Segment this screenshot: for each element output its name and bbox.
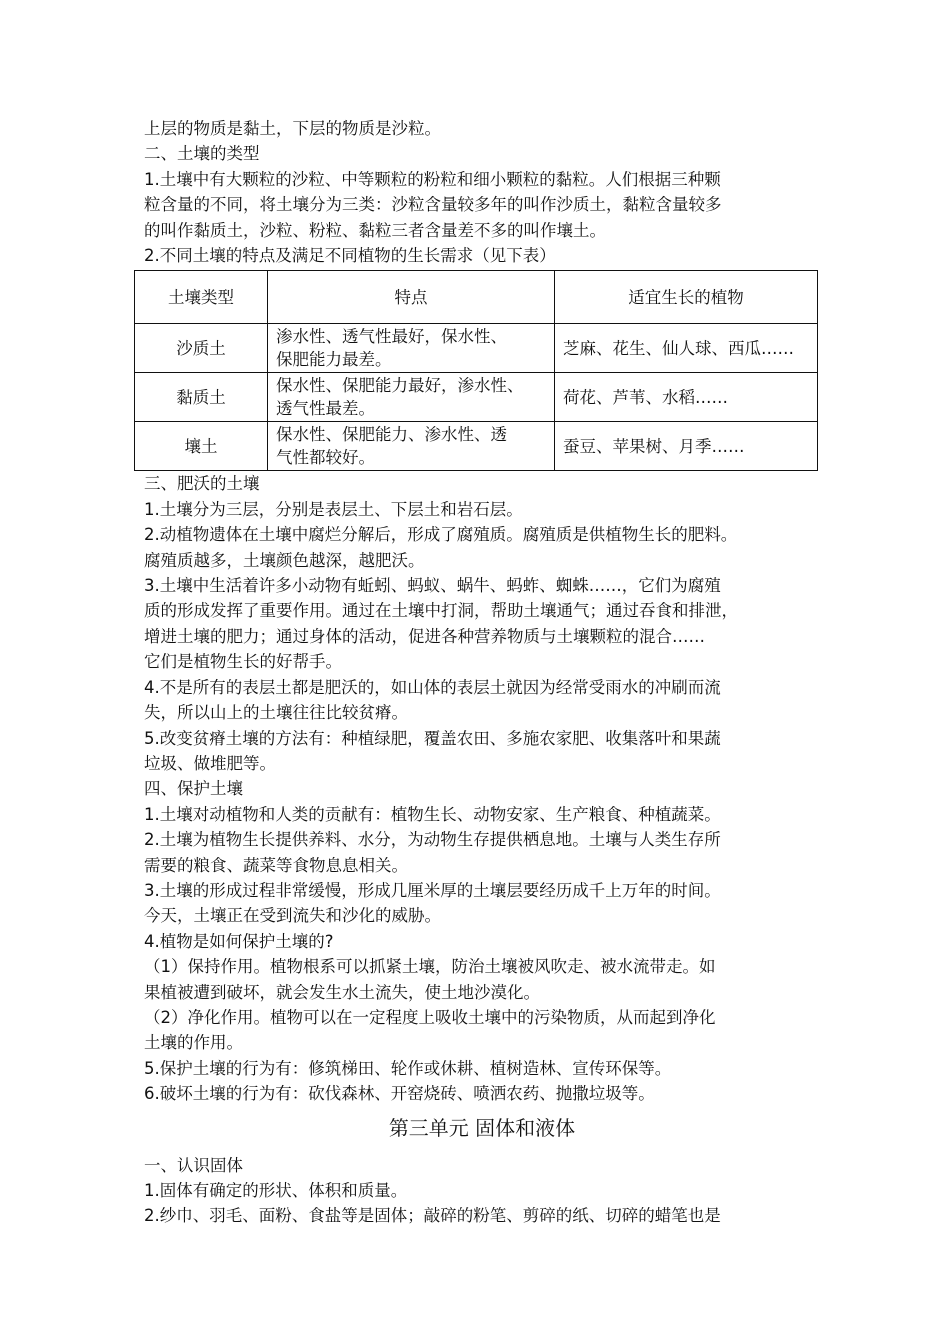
table-row bbox=[135, 324, 818, 373]
text-line: 6.破坏土壤的行为有：砍伐森林、开窑烧砖、喷洒农药、抛撒垃圾等。 bbox=[144, 1084, 655, 1104]
cell-plants: 蚕豆、苹果树、月季…… bbox=[555, 422, 818, 471]
cell-soil-type: 壤土 bbox=[135, 422, 268, 471]
section-heading-soil-types: 二、土壤的类型 bbox=[144, 144, 260, 164]
text-line: 质的形成发挥了重要作用。通过在土壤中打洞，帮助土壤通气；通过吞食和排泄， bbox=[144, 601, 738, 621]
cell-features bbox=[268, 324, 555, 373]
text-line: 1.土壤对动植物和人类的贡献有：植物生长、动物安家、生产粮食、种植蔬菜。 bbox=[144, 804, 721, 824]
text-line: 1.固体有确定的形状、体积和质量。 bbox=[144, 1181, 408, 1200]
section-heading-protect-soil: 四、保护土壤 bbox=[144, 779, 243, 799]
feature-line: 保水性、保肥能力最好，渗水性、 bbox=[276, 376, 524, 396]
text-line: 2.不同土壤的特点及满足不同植物的生长需求（见下表） bbox=[144, 246, 556, 266]
text-line: 土壤的作用。 bbox=[144, 1033, 243, 1053]
intro-section bbox=[144, 116, 820, 268]
table-row bbox=[135, 422, 818, 471]
table-header-row bbox=[135, 271, 818, 324]
text-line: 3.土壤中生活着许多小动物有蚯蚓、蚂蚁、蜗牛、蚂蚱、蜘蛛……，它们为腐殖 bbox=[144, 576, 721, 596]
feature-line: 保水性、保肥能力、渗水性、透 bbox=[276, 425, 507, 445]
header-plants: 适宜生长的植物 bbox=[555, 271, 818, 324]
text-line: 5.改变贫瘠土壤的方法有：种植绿肥，覆盖农田、多施农家肥、收集落叶和果蔬 bbox=[144, 728, 721, 748]
text-line: 它们是植物生长的好帮手。 bbox=[144, 652, 342, 672]
feature-line: 气性都较好。 bbox=[276, 448, 375, 468]
text-line: 今天，土壤正在受到流失和沙化的威胁。 bbox=[144, 906, 441, 926]
text-line: 4.不是所有的表层土都是肥沃的，如山体的表层土就因为经常受雨水的冲刷而流 bbox=[144, 677, 721, 697]
feature-line: 渗水性、透气性最好，保水性、 bbox=[276, 327, 507, 347]
text-line: 果植被遭到破坏，就会发生水土流失，使土地沙漠化。 bbox=[144, 982, 540, 1002]
text-line: （1）保持作用。植物根系可以抓紧土壤，防治土壤被风吹走、被水流带走。如 bbox=[144, 957, 716, 977]
solids-section bbox=[144, 1153, 820, 1229]
unit-title: 第三单元 固体和液体 bbox=[388, 1115, 576, 1140]
feature-line: 透气性最差。 bbox=[276, 399, 375, 419]
header-features: 特点 bbox=[268, 271, 555, 324]
section-heading-solids: 一、认识固体 bbox=[144, 1155, 243, 1175]
text-line: 2.动植物遗体在土壤中腐烂分解后，形成了腐殖质。腐殖质是供植物生长的肥料。 bbox=[144, 525, 738, 545]
text-line: 腐殖质越多，土壤颜色越深，越肥沃。 bbox=[144, 550, 425, 570]
text-line: 需要的粮食、蔬菜等食物息息相关。 bbox=[144, 855, 408, 875]
text-line: 3.土壤的形成过程非常缓慢，形成几厘米厚的土壤层要经历成千上万年的时间。 bbox=[144, 880, 721, 900]
text-line: 2.土壤为植物生长提供养料、水分，为动物生存提供栖息地。土壤与人类生存所 bbox=[144, 830, 721, 850]
section-heading-fertile-soil: 三、肥沃的土壤 bbox=[144, 474, 260, 494]
header-soil-type: 土壤类型 bbox=[135, 271, 268, 324]
text-line: 的叫作黏质土，沙粒、粉粒、黏粒三者含量差不多的叫作壤土。 bbox=[144, 220, 606, 240]
text-line: 2.纱巾、羽毛、面粉、食盐等是固体；敲碎的粉笔、剪碎的纸、切碎的蜡笔也是 bbox=[144, 1206, 721, 1226]
text-line: 增进土壤的肥力；通过身体的活动，促进各种营养物质与土壤颗粒的混合…… bbox=[144, 626, 705, 646]
text-line: 1.土壤中有大颗粒的沙粒、中等颗粒的粉粒和细小颗粒的黏粒。人们根据三种颗 bbox=[144, 169, 721, 189]
soil-types-table bbox=[134, 270, 818, 471]
text-line: （2）净化作用。植物可以在一定程度上吸收土壤中的污染物质，从而起到净化 bbox=[144, 1007, 716, 1027]
cell-features bbox=[268, 422, 555, 471]
cell-plants: 荷花、芦苇、水稻…… bbox=[555, 373, 818, 422]
cell-soil-type: 黏质土 bbox=[135, 373, 268, 422]
fertile-and-protect-section bbox=[144, 471, 820, 1106]
text-line: 4.植物是如何保护土壤的? bbox=[144, 931, 334, 951]
text-line: 粒含量的不同，将土壤分为三类：沙粒含量较多年的叫作沙质土，黏粒含量较多 bbox=[144, 195, 722, 215]
table-row bbox=[135, 373, 818, 422]
cell-plants: 芝麻、花生、仙人球、西瓜…… bbox=[555, 324, 818, 373]
text-line: 5.保护土壤的行为有：修筑梯田、轮作或休耕、植树造林、宣传环保等。 bbox=[144, 1058, 672, 1078]
text-line: 失，所以山上的土壤往往比较贫瘠。 bbox=[144, 703, 408, 723]
text-line: 1.土壤分为三层，分别是表层土、下层土和岩石层。 bbox=[144, 499, 523, 519]
feature-line: 保肥能力最差。 bbox=[276, 350, 392, 370]
cell-soil-type: 沙质土 bbox=[135, 324, 268, 373]
text-line: 垃圾、做堆肥等。 bbox=[144, 753, 276, 773]
cell-features bbox=[268, 373, 555, 422]
text-line: 上层的物质是黏土，下层的物质是沙粒。 bbox=[144, 119, 441, 138]
